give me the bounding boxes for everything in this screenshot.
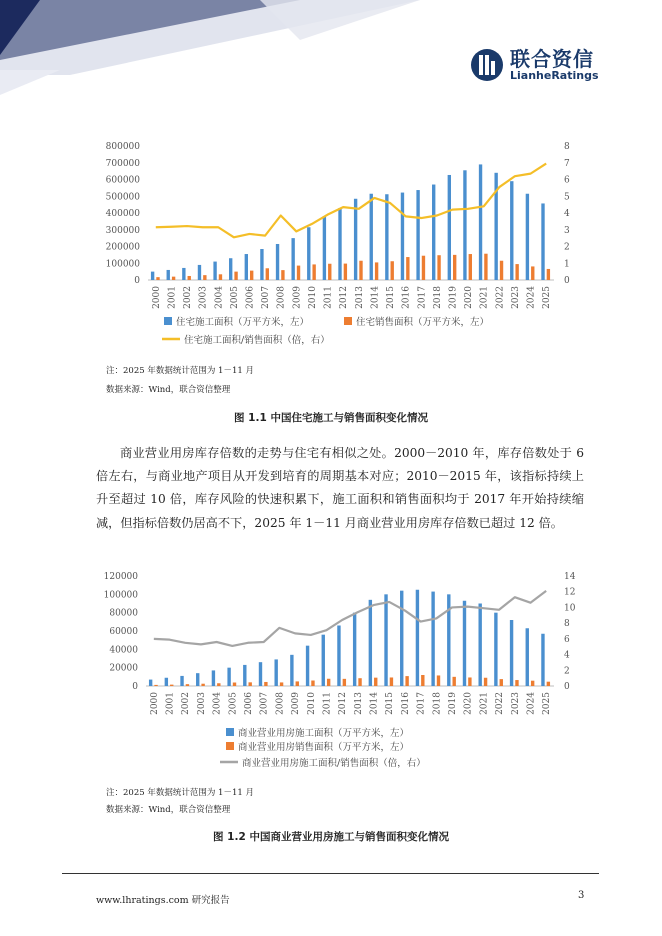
- bar-sales: [233, 683, 236, 686]
- bar-sales: [186, 684, 189, 686]
- bar-construction: [384, 594, 387, 686]
- bar-construction: [510, 620, 513, 686]
- ratio-line: [156, 164, 546, 238]
- x-tick-label: 2019: [448, 286, 459, 309]
- y-left-tick-label: 300000: [105, 225, 140, 236]
- bar-construction: [401, 193, 404, 280]
- y-right-tick-label: 6: [564, 175, 570, 186]
- bar-sales: [484, 678, 487, 686]
- x-tick-label: 2007: [261, 286, 272, 309]
- bar-construction: [463, 170, 466, 280]
- x-tick-label: 2002: [183, 286, 194, 309]
- bar-sales: [250, 271, 253, 280]
- bar-sales: [172, 277, 175, 280]
- y-left-tick-label: 200000: [105, 242, 140, 253]
- bar-construction: [165, 678, 168, 686]
- bar-construction: [400, 591, 403, 686]
- y-right-tick-label: 5: [564, 192, 570, 203]
- y-left-tick-label: 100000: [105, 259, 140, 270]
- bar-construction: [416, 590, 419, 686]
- bar-construction: [306, 646, 309, 686]
- bar-construction: [149, 680, 152, 686]
- bar-construction: [448, 175, 451, 280]
- bar-sales: [484, 254, 487, 280]
- bar-construction: [432, 185, 435, 280]
- bar-construction: [243, 665, 246, 686]
- bar-construction: [290, 655, 293, 686]
- x-tick-label: 2025: [542, 286, 553, 309]
- x-tick-label: 2014: [370, 286, 381, 309]
- y-left-tick-label: 500000: [105, 192, 140, 203]
- x-tick-label: 2011: [322, 692, 333, 715]
- chart1-source: 数据来源：Wind，联合资信整理: [106, 385, 231, 395]
- bar-construction: [291, 238, 294, 280]
- x-tick-label: 2018: [432, 692, 443, 715]
- bar-construction: [182, 268, 185, 280]
- lianhe-logo-icon: [470, 48, 504, 82]
- bar-sales: [154, 685, 157, 686]
- chart-residential-area: [96, 135, 596, 350]
- y-right-tick-label: 1: [564, 259, 570, 270]
- x-tick-label: 2002: [181, 692, 192, 715]
- legend-label: 住宅施工面积/销售面积（倍，右）: [184, 335, 330, 346]
- y-left-tick-label: 400000: [105, 209, 140, 219]
- chart1-note: 注：2025 年数据统计范围为 1－11 月: [106, 366, 254, 376]
- x-tick-label: 2022: [495, 286, 506, 309]
- x-tick-label: 2017: [416, 692, 427, 715]
- x-tick-label: 2012: [338, 692, 349, 715]
- bar-sales: [359, 261, 362, 280]
- y-left-tick-label: 0: [132, 682, 138, 692]
- x-tick-label: 2001: [165, 692, 176, 715]
- bar-construction: [337, 626, 340, 687]
- legend-label: 商业营业用房施工面积（万平方米，左）: [238, 728, 410, 739]
- y-left-tick-label: 20000: [109, 663, 138, 674]
- bar-sales: [375, 262, 378, 280]
- legend-label: 住宅销售面积（万平方米，左）: [356, 317, 490, 328]
- y-right-tick-label: 7: [564, 158, 570, 169]
- x-tick-label: 2009: [291, 692, 302, 715]
- bar-sales: [234, 272, 237, 280]
- x-tick-label: 2008: [276, 286, 287, 309]
- bar-construction: [479, 164, 482, 280]
- bar-sales: [219, 274, 222, 280]
- brand-name-en: LianheRatings: [510, 68, 599, 82]
- bar-construction: [526, 194, 529, 280]
- footer-rule: [62, 873, 599, 874]
- page-number: 3: [578, 890, 585, 901]
- legend-swatch: [344, 317, 352, 325]
- bar-construction: [196, 673, 199, 686]
- bar-sales: [327, 679, 330, 686]
- bar-construction: [431, 592, 434, 686]
- bar-sales: [156, 277, 159, 280]
- bar-construction: [510, 181, 513, 280]
- bar-construction: [167, 270, 170, 280]
- x-tick-label: 2006: [245, 286, 256, 309]
- y-right-tick-label: 6: [564, 634, 570, 645]
- bar-sales: [405, 676, 408, 686]
- bar-construction: [478, 604, 481, 687]
- bar-construction: [385, 194, 388, 280]
- legend-label: 商业营业用房销售面积（万平方米，左）: [238, 742, 410, 753]
- x-tick-label: 2013: [353, 692, 364, 715]
- x-tick-label: 2017: [417, 286, 428, 309]
- legend-label: 住宅施工面积（万平方米，左）: [176, 317, 310, 328]
- bar-sales: [281, 270, 284, 280]
- y-left-tick-label: 100000: [103, 590, 138, 601]
- chart1-caption: 图 1.1 中国住宅施工与销售面积变化情况: [234, 412, 428, 424]
- y-left-tick-label: 700000: [105, 158, 140, 169]
- x-tick-label: 2020: [463, 692, 474, 715]
- y-left-tick-label: 800000: [105, 142, 140, 152]
- y-right-tick-label: 4: [564, 209, 570, 219]
- bar-construction: [370, 194, 373, 280]
- x-tick-label: 2013: [354, 286, 365, 309]
- x-tick-label: 2014: [369, 692, 380, 715]
- bar-sales: [280, 682, 283, 686]
- bar-sales: [188, 276, 191, 280]
- bar-sales: [469, 254, 472, 280]
- ratio-line: [154, 591, 546, 646]
- y-right-tick-label: 14: [564, 572, 576, 582]
- x-tick-label: 2004: [212, 692, 223, 715]
- bar-sales: [297, 266, 300, 280]
- bar-construction: [212, 670, 215, 686]
- bar-sales: [328, 264, 331, 280]
- bar-construction: [245, 254, 248, 280]
- brand-name-cn: 联合资信: [510, 46, 594, 71]
- x-tick-label: 2009: [292, 286, 303, 309]
- bar-sales: [296, 681, 299, 686]
- bar-sales: [500, 261, 503, 280]
- x-tick-label: 2004: [214, 286, 225, 309]
- y-right-tick-label: 8: [564, 619, 570, 630]
- x-tick-label: 2010: [306, 692, 317, 715]
- x-tick-label: 2025: [542, 692, 553, 715]
- bar-construction: [526, 628, 529, 686]
- bar-sales: [421, 675, 424, 686]
- bar-sales: [249, 682, 252, 686]
- bar-sales: [531, 266, 534, 280]
- bar-construction: [416, 190, 419, 280]
- x-tick-label: 2007: [259, 692, 270, 715]
- bar-construction: [463, 601, 466, 686]
- x-tick-label: 2011: [323, 286, 334, 309]
- bar-construction: [151, 272, 154, 280]
- bar-sales: [531, 681, 534, 686]
- bar-sales: [391, 261, 394, 280]
- x-tick-label: 2006: [244, 692, 254, 715]
- bar-construction: [274, 659, 277, 686]
- bar-sales: [547, 682, 550, 686]
- bar-construction: [227, 668, 230, 686]
- x-tick-label: 2024: [526, 286, 537, 309]
- bar-construction: [322, 635, 325, 686]
- bar-construction: [323, 216, 326, 280]
- bar-sales: [422, 256, 425, 280]
- bar-construction: [307, 227, 310, 280]
- x-tick-label: 2005: [229, 286, 240, 309]
- bar-construction: [260, 249, 263, 280]
- x-tick-label: 2016: [400, 692, 411, 715]
- legend-swatch: [226, 742, 234, 750]
- bar-sales: [343, 679, 346, 686]
- x-tick-label: 2003: [198, 286, 209, 309]
- x-tick-label: 2023: [510, 286, 521, 309]
- bar-sales: [264, 682, 267, 686]
- legend-label: 商业营业用房施工面积/销售面积（倍，右）: [242, 758, 426, 769]
- x-tick-label: 2022: [495, 692, 506, 715]
- bar-sales: [312, 264, 315, 280]
- bar-sales: [217, 683, 220, 686]
- x-tick-label: 2010: [307, 286, 318, 309]
- x-tick-label: 2008: [275, 692, 286, 715]
- bar-sales: [203, 275, 206, 280]
- y-left-tick-label: 600000: [105, 175, 140, 186]
- bar-sales: [170, 685, 173, 686]
- bar-sales: [344, 264, 347, 280]
- x-tick-label: 2012: [339, 286, 350, 309]
- bar-sales: [374, 678, 377, 686]
- y-right-tick-label: 0: [564, 682, 570, 692]
- x-tick-label: 2016: [401, 286, 412, 309]
- bar-construction: [259, 662, 262, 686]
- y-right-tick-label: 12: [564, 587, 576, 598]
- x-tick-label: 2015: [385, 692, 396, 715]
- x-tick-label: 2021: [479, 692, 490, 715]
- x-tick-label: 2018: [432, 286, 443, 309]
- x-tick-label: 2000: [149, 692, 160, 715]
- y-right-tick-label: 8: [564, 142, 570, 152]
- x-tick-label: 2024: [526, 692, 537, 715]
- y-right-tick-label: 3: [564, 225, 570, 236]
- bar-sales: [406, 257, 409, 280]
- chart-commercial-area: [96, 566, 596, 778]
- x-tick-label: 2001: [167, 286, 178, 309]
- bar-construction: [494, 613, 497, 686]
- y-left-tick-label: 40000: [109, 645, 138, 656]
- bar-sales: [515, 680, 518, 686]
- x-tick-label: 2005: [228, 692, 239, 715]
- bar-construction: [229, 258, 232, 280]
- bar-construction: [353, 613, 356, 686]
- x-tick-label: 2003: [196, 692, 207, 715]
- y-left-tick-label: 120000: [103, 572, 138, 582]
- chart2-caption: 图 1.2 中国商业营业用房施工与销售面积变化情况: [213, 831, 449, 843]
- y-right-tick-label: 2: [564, 666, 570, 677]
- bar-construction: [354, 199, 357, 280]
- bar-construction: [541, 203, 544, 280]
- legend-swatch: [164, 317, 172, 325]
- x-tick-label: 2015: [386, 286, 397, 309]
- bar-sales: [311, 681, 314, 687]
- bar-sales: [437, 675, 440, 686]
- chart2-source: 数据来源：Wind，联合资信整理: [106, 805, 231, 815]
- x-tick-label: 2023: [510, 692, 521, 715]
- y-right-tick-label: 2: [564, 242, 570, 253]
- chart2-note: 注：2025 年数据统计范围为 1－11 月: [106, 788, 254, 798]
- bar-construction: [369, 600, 372, 686]
- bar-sales: [468, 677, 471, 686]
- body-paragraph: 商业营业用房库存倍数的走势与住宅有相似之处。2000－2010 年，库存倍数处于 6 倍左右，与商业地产项目从开发到培育的周期基本对应；2010－2015 年，该指标持续上升至超过 10 倍，库存风险的快速积累下，施工面积和销售面积均于 2017 年开始持续缩减，但指标倍数仍居高不下，2025 年 1－11 月商业营业用房库存倍数已超过 12 倍。: [96, 446, 584, 530]
- bar-sales: [266, 268, 269, 280]
- y-left-tick-label: 0: [134, 276, 140, 286]
- bar-construction: [180, 676, 183, 686]
- legend-swatch: [226, 728, 234, 736]
- bar-sales: [515, 264, 518, 280]
- x-tick-label: 2021: [479, 286, 490, 309]
- bar-sales: [390, 677, 393, 686]
- bar-sales: [358, 678, 361, 686]
- y-left-tick-label: 80000: [109, 608, 138, 619]
- bar-sales: [437, 255, 440, 280]
- x-tick-label: 2019: [448, 692, 458, 715]
- bar-construction: [198, 265, 201, 280]
- bar-sales: [453, 255, 456, 280]
- bar-construction: [541, 634, 544, 686]
- y-left-tick-label: 60000: [109, 627, 138, 637]
- footer-site: www.lhratings.com 研究报告: [96, 895, 230, 906]
- y-right-tick-label: 0: [564, 276, 570, 286]
- brand-logo: [470, 48, 599, 82]
- bar-sales: [201, 684, 204, 686]
- y-right-tick-label: 4: [564, 650, 570, 661]
- bar-construction: [213, 262, 216, 280]
- x-tick-label: 2000: [151, 286, 162, 309]
- bar-sales: [453, 677, 456, 686]
- y-right-tick-label: 10: [564, 603, 576, 614]
- bar-sales: [547, 269, 550, 280]
- bar-construction: [338, 208, 341, 280]
- bar-construction: [276, 244, 279, 280]
- bar-sales: [500, 679, 503, 686]
- x-tick-label: 2020: [464, 286, 475, 309]
